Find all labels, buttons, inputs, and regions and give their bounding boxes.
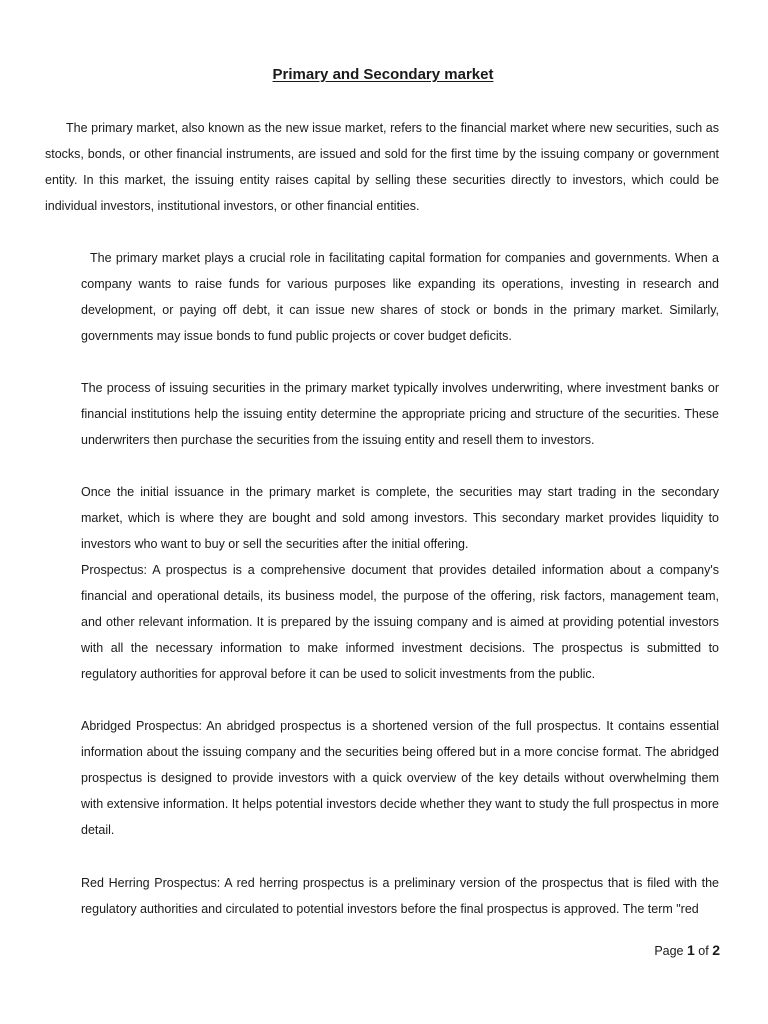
paragraph-capital-formation: The primary market plays a crucial role in facilitating capital formation for companies and governments. When a company wants to raise funds for various purposes like expanding its operations, investing in research and development, or paying off debt, it can issue new shares of stock or bonds in the primary market. Similarly, governments may issue bonds to fund public projects or cover budget deficits. bbox=[81, 251, 719, 343]
paragraph-primary-market-definition: The primary market, also known as the new issue market, refers to the financial market where new securities, such as stocks, bonds, or other financial instruments, are issued and sold for the first time by the issuing company or government entity. In this market, the issuing entity raises capital by selling these securities directly to investors, which could be individual investors, institutional investors, or other financial entities. bbox=[45, 121, 719, 213]
paragraph-underwriting: The process of issuing securities in the primary market typically involves underwriting, where investment banks or financial institutions help the issuing entity determine the appropriate pricing and structure of the securities. These underwriters then purchase the securities from the issuing entity and resell them to investors. bbox=[81, 381, 719, 447]
paragraph-secondary-market: Once the initial issuance in the primary market is complete, the securities may start trading in the secondary market, which is where they are bought and sold among investors. This secondary market provides liquidity to investors who want to buy or sell the securities after the initial offering. bbox=[81, 485, 719, 551]
page-label: Page bbox=[654, 944, 684, 958]
current-page-number: 1 bbox=[687, 942, 695, 958]
paragraph-prospectus: Prospectus: A prospectus is a comprehensive document that provides detailed information about a company's financial and operational details, its business model, the purpose of the offering, risk factors, management team, and other relevant information. It is prepared by the issuing company and is aimed at providing potential investors with all the necessary information to make informed investment decisions. The prospectus is submitted to regulatory authorities for approval before it can be used to solicit investments from the public. bbox=[81, 563, 719, 681]
page-number-footer bbox=[654, 939, 720, 962]
of-label: of bbox=[698, 944, 709, 958]
total-pages-number: 2 bbox=[712, 942, 720, 958]
paragraph-red-herring-prospectus: Red Herring Prospectus: A red herring prospectus is a preliminary version of the prospectus that is filed with the regulatory authorities and circulated to potential investors before the final prospectus is approved. The term "red bbox=[81, 876, 719, 916]
document-title: Primary and Secondary market bbox=[272, 66, 494, 83]
paragraph-abridged-prospectus: Abridged Prospectus: An abridged prospectus is a shortened version of the full prospectus. It contains essential information about the issuing company and the securities being offered but in a more concise format. The abridged prospectus is designed to provide investors with a quick overview of the key details without overwhelming them with extensive information. It helps potential investors decide whether they want to study the full prospectus in more detail. bbox=[81, 719, 719, 837]
